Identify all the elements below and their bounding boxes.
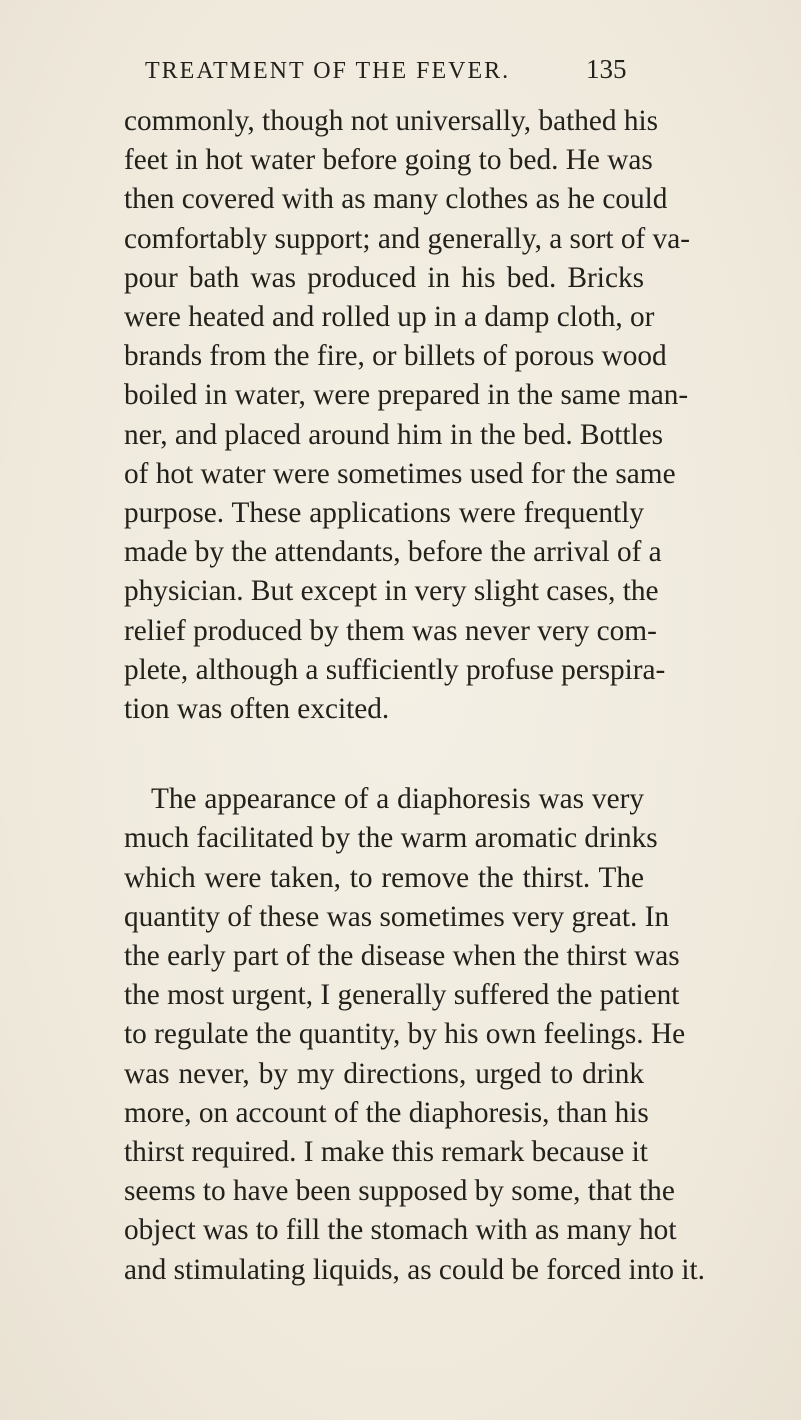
text-line: tion was often excited. [124,693,390,726]
text-line: feet in hot water before going to bed. He was [124,144,653,177]
text-line: the early part of the disease when the thirst was [124,940,680,973]
text-line: were heated and rolled up in a damp cloth, or [124,301,655,334]
running-title: TREATMENT OF THE FEVER. [145,58,511,84]
text-line: The appearance of a diaphoresis was very [151,783,644,816]
text-line: object was to fill the stomach with as many hot [124,1214,677,1247]
text-line: seems to have been supposed by some, that the [124,1175,675,1208]
text-line: physician. But except in very slight cases, the [124,575,659,608]
text-line: relief produced by them was never very com- [124,614,657,647]
text-line: thirst required. I make this remark because it [124,1136,648,1169]
text-line: which were taken, to remove the thirst. The [124,861,644,894]
text-line: the most urgent, I generally suffered the patient [124,979,680,1012]
text-line: much facilitated by the warm aromatic drinks [124,822,658,855]
text-line: quantity of these was sometimes very great. In [124,900,670,933]
paragraph-2 [124,780,705,1290]
text-line: of hot water were sometimes used for the same [124,457,676,490]
page-body [124,102,705,1290]
text-line: plete, although a sufficiently profuse perspira- [124,653,666,686]
text-line: ner, and placed around him in the bed. Bottles [124,418,664,451]
text-line: brands from the fire, or billets of porous wood [124,340,667,373]
text-line: made by the attendants, before the arrival of a [124,536,662,569]
paragraph-1 [124,102,690,729]
page-number: 135 [586,54,627,84]
paragraph-gap [124,729,644,780]
text-line: pour bath was produced in his bed. Bricks [124,261,644,294]
text-line: comfortably support; and generally, a sort of va- [124,222,690,255]
text-line: purpose. These applications were frequently [124,497,644,530]
text-line: boiled in water, were prepared in the same man- [124,379,689,412]
text-line: was never, by my directions, urged to drink [124,1057,644,1090]
text-line: more, on account of the diaphoresis, than his [124,1096,649,1129]
text-line: then covered with as many clothes as he could [124,183,668,216]
text-line: and stimulating liquids, as could be forced into it. [124,1253,705,1286]
text-line: to regulate the quantity, by his own feelings. He [124,1018,686,1051]
text-line: commonly, though not universally, bathed his [124,105,659,137]
